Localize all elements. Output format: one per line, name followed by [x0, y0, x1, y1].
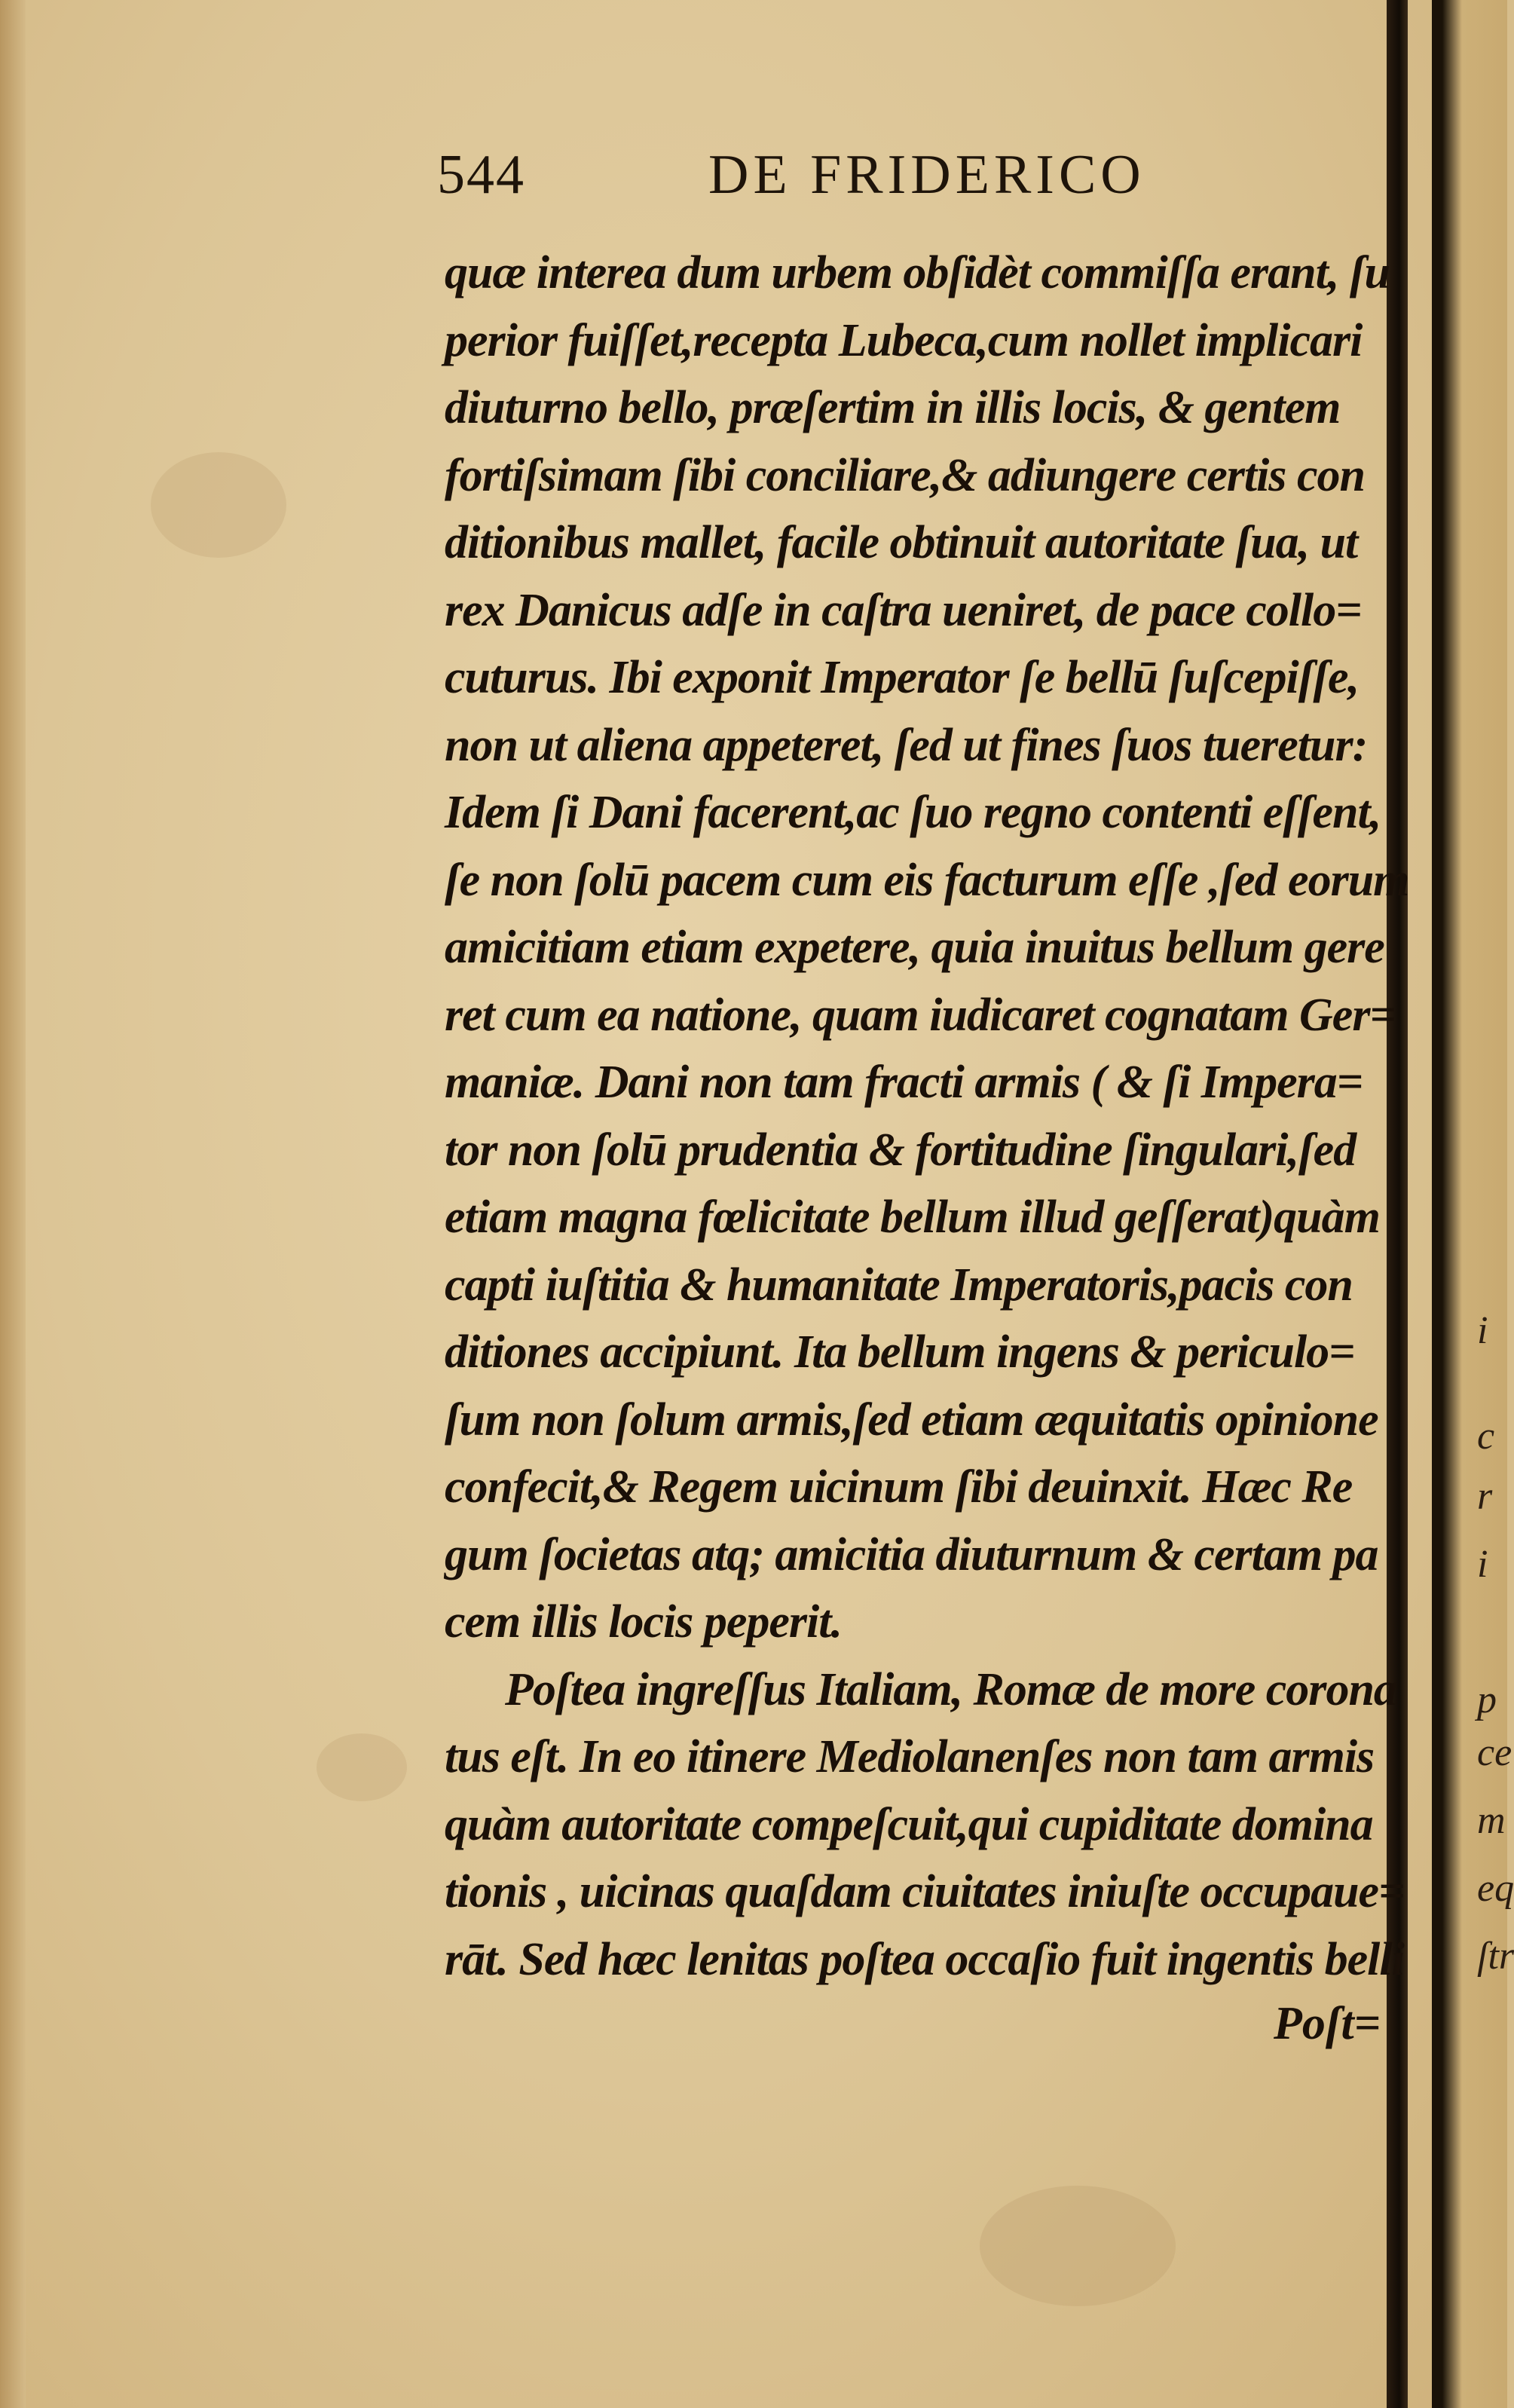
catchword: Poſt=: [1274, 1998, 1381, 2049]
facing-page-fragment: c: [1477, 1415, 1495, 1458]
paper-stain: [317, 1733, 407, 1801]
page-number: 544: [437, 144, 525, 206]
page-left-edge: [0, 0, 26, 2408]
paper-stain: [151, 452, 286, 558]
text-line: ditionibus mallet, facile obtinuit autoritate ſua, ut: [445, 517, 1358, 568]
text-line: tus eſt. In eo itinere Mediolanenſes non tam armis: [445, 1731, 1375, 1782]
text-line: ret cum ea natione, quam iudicaret cognatam Ger=: [445, 989, 1396, 1041]
text-line: cuturus. Ibi exponit Imperator ſe bellū ſuſcepiſſe,: [445, 652, 1360, 703]
text-line: fortiſsimam ſibi conciliare,& adiungere certis con: [445, 449, 1365, 501]
text-line: confecit,& Regem uicinum ſibi deuinxit. Hæc Re: [445, 1461, 1353, 1513]
facing-page-fragment: p: [1477, 1678, 1497, 1721]
body-text: [445, 240, 1409, 1993]
text-line: ſe non ſolū pacem cum eis facturum eſſe ,ſed eorum: [445, 854, 1409, 906]
facing-page-fragment: eq: [1477, 1867, 1514, 1910]
paper-stain: [980, 2186, 1176, 2306]
text-line: etiam magna fœlicitate bellum illud geſſerat)quàm: [445, 1192, 1380, 1243]
running-head: DE FRIDERICO: [708, 144, 1145, 206]
text-line: perior fuiſſet,recepta Lubeca,cum nollet implicari: [445, 314, 1363, 366]
text-line: capti iuſtitia & humanitate Imperatoris,pacis con: [445, 1259, 1353, 1311]
paragraph-start-line: Poſtea ingreſſus Italiam, Romæ de more corona: [505, 1663, 1396, 1715]
text-line: diuturno bello, præſertim in illis locis, & gentem: [445, 382, 1341, 433]
text-line: non ut aliena appeteret, ſed ut fines ſuos tueretur:: [445, 719, 1368, 771]
text-line: rāt. Sed hæc lenitas poſtea occaſio fuit ingentis belli: [445, 1933, 1404, 1985]
text-line: quæ interea dum urbem obſidèt commiſſa erant, ſu: [445, 247, 1390, 298]
page-header: [437, 143, 1266, 211]
text-line: cem illis locis peperit.: [445, 1596, 843, 1648]
text-line: ſum non ſolum armis,ſed etiam æquitatis opinione: [445, 1394, 1378, 1446]
facing-page-fragment: r: [1477, 1475, 1493, 1518]
text-line: amicitiam etiam expetere, quia inuitus bellum gere: [445, 922, 1384, 973]
text-line: gum ſocietas atq; amicitia diuturnum & certam pa: [445, 1528, 1378, 1580]
facing-page-fragment: ſtr: [1477, 1935, 1514, 1978]
text-line: maniæ. Dani non tam fracti armis ( & ſi Impera=: [445, 1057, 1363, 1108]
facing-page-fragment: i: [1477, 1543, 1488, 1586]
text-line: tor non ſolū prudentia & fortitudine ſingulari,ſed: [445, 1124, 1356, 1176]
facing-page-fragment: ce: [1477, 1731, 1512, 1774]
text-line: ditiones accipiunt. Ita bellum ingens & periculo=: [445, 1326, 1355, 1378]
facing-page-fragment: m: [1477, 1799, 1506, 1842]
text-line: rex Danicus adſe in caſtra ueniret, de pace collo=: [445, 584, 1362, 636]
facing-page-fragment: i: [1477, 1309, 1488, 1352]
text-line: tionis , uicinas quaſdam ciuitates iniuſte occupaue=: [445, 1866, 1405, 1917]
facing-page-edge: [1432, 0, 1507, 2408]
text-line: quàm autoritate compeſcuit,qui cupiditate domina: [445, 1798, 1373, 1850]
text-line: Idem ſi Dani facerent,ac ſuo regno contenti eſſent,: [445, 787, 1381, 838]
